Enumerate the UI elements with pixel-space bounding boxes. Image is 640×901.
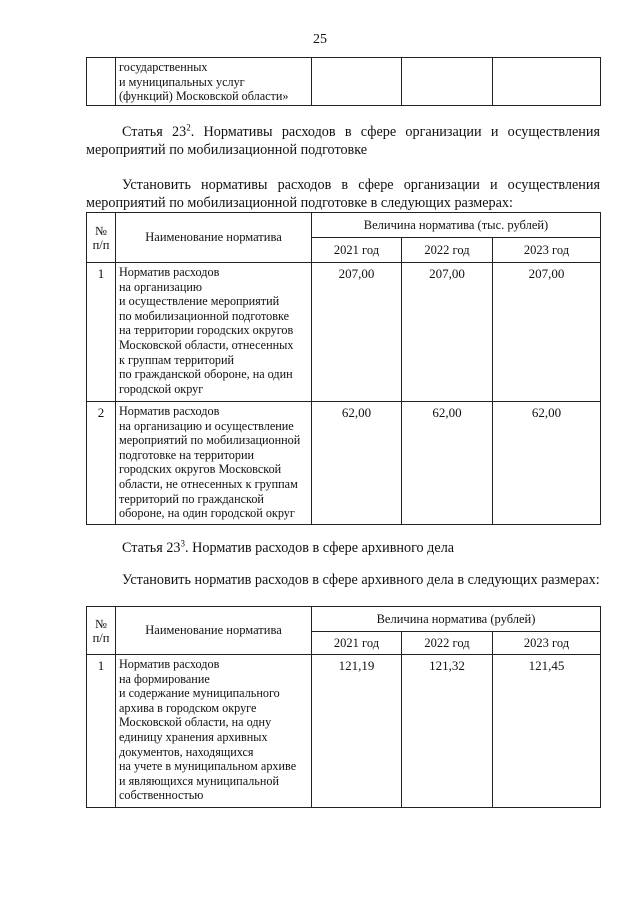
row-value: 121,45 <box>493 655 601 808</box>
superscript: 2 <box>186 122 191 133</box>
superscript: 3 <box>180 538 186 549</box>
article-23-2-intro: Установить нормативы расходов в сфере организации и осуществления мероприятий по мобилизационной подготовке в следующих размерах: <box>86 177 600 211</box>
mobilization-norms-table <box>86 212 601 525</box>
header-name: Наименование норматива <box>116 607 312 655</box>
continuation-text: государственных и муниципальных услуг (функций) Московской области» <box>119 60 289 104</box>
archive-norms-table <box>86 606 601 808</box>
continuation-table <box>86 57 601 106</box>
row-value: 207,00 <box>402 263 493 402</box>
header-year: 2021 год <box>312 238 402 263</box>
empty-cell <box>402 58 493 106</box>
header-year: 2022 год <box>402 238 493 263</box>
header-num: № п/п <box>87 607 116 655</box>
row-value: 62,00 <box>402 402 493 525</box>
row-value: 207,00 <box>493 263 601 402</box>
article-23-3-heading: Статья $23^3$. Норматив расходов в сфере архивного дела <box>122 538 455 556</box>
row-number: 2 <box>87 402 116 525</box>
header-name: Наименование норматива <box>116 213 312 263</box>
header-year: 2022 год <box>402 632 493 655</box>
header-num: № п/п <box>87 213 116 263</box>
table-row <box>87 402 601 525</box>
header-value-group: Величина норматива (тыс. рублей) <box>312 213 601 238</box>
page-number: 25 <box>313 32 327 47</box>
row-value: 62,00 <box>493 402 601 525</box>
row-name: Норматив расходов на организацию и осуществление мероприятий по мобилизационной подготовке на территории городских округов Московской области, не отнесенных к группам территорий по гражданской обороне, на один городской округ <box>119 404 301 521</box>
article-23-3-intro: Установить норматив расходов в сфере архивного дела в следующих размерах: <box>122 572 600 588</box>
table-row <box>87 655 601 808</box>
table-row <box>87 263 601 402</box>
header-value-group: Величина норматива (рублей) <box>312 607 601 632</box>
row-value: 121,19 <box>312 655 402 808</box>
row-name-cell <box>116 263 312 402</box>
row-number: 1 <box>87 263 116 402</box>
row-value: 62,00 <box>312 402 402 525</box>
row-value: 121,32 <box>402 655 493 808</box>
row-value: 207,00 <box>312 263 402 402</box>
table-cell <box>116 58 312 106</box>
row-name-cell <box>116 655 312 808</box>
header-year: 2023 год <box>493 632 601 655</box>
empty-cell <box>493 58 601 106</box>
row-name: Норматив расходов на организацию и осуществление мероприятий по мобилизационной подготовке на территории городских округов Московской области, отнесенных к группам территорий по гражданской обороне, на один городской округ <box>119 265 294 396</box>
header-year: 2023 год <box>493 238 601 263</box>
row-name: Норматив расходов на формирование и содержание муниципального архива в городском округе Московской области, на одну единицу хранения архивных документов, находящихся на учете в муниципальном архиве и являющихся муниципальной собственностью <box>119 657 297 803</box>
header-year: 2021 год <box>312 632 402 655</box>
empty-cell <box>312 58 402 106</box>
empty-cell <box>87 58 116 106</box>
article-23-2-heading: Статья $23^2$. Нормативы расходов в сфере организации и осуществления мероприятий по мобилизационной подготовке <box>86 122 600 158</box>
row-name-cell <box>116 402 312 525</box>
row-number: 1 <box>87 655 116 808</box>
